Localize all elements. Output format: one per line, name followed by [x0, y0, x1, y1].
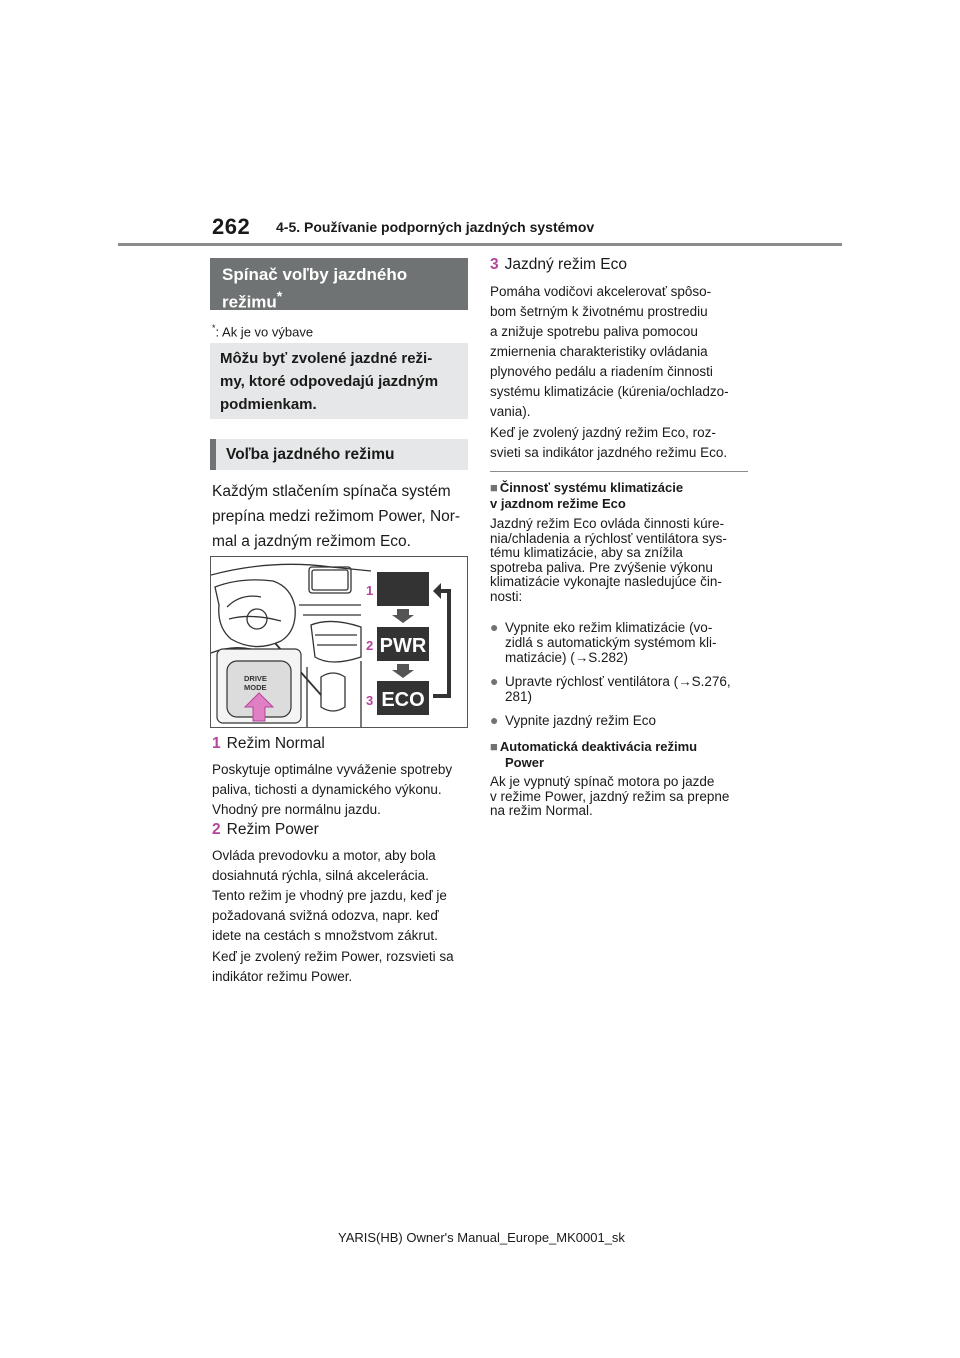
- lead-line: prepína medzi režimom Power, Nor-: [212, 508, 461, 525]
- text-line: zidlá s automatickým systémom kli-: [505, 635, 717, 650]
- callout-1: 1: [366, 583, 374, 598]
- section-divider: [490, 471, 748, 472]
- text-line: Keď je zvolený režim Power, rozsvieti sa: [212, 949, 454, 964]
- climate-body: [490, 517, 748, 604]
- text-line: Tento režim je vhodný pre jazdu, keď je: [212, 888, 447, 903]
- climate-heading: [490, 480, 748, 512]
- item-power-body: [212, 846, 470, 946]
- text-line: Jazdný režim Eco ovláda činnosti kúre-: [490, 516, 725, 531]
- normal-mode-box: [377, 572, 429, 606]
- arrow-down-icon: [392, 609, 414, 623]
- section-heading-mode-selection: Voľba jazdného režimu: [210, 439, 468, 470]
- text-line: 281): [505, 689, 533, 704]
- pwr-label: PWR: [379, 635, 427, 657]
- bullet-dot-icon: ●: [490, 673, 499, 689]
- text-line: bom šetrným k životnému prostrediu: [490, 304, 708, 319]
- callout-2: 2: [366, 638, 374, 653]
- item-title: Jazdný režim Eco: [504, 256, 627, 273]
- header-rule: [118, 243, 842, 246]
- text-line: Vypnite jazdný režim Eco: [505, 713, 657, 728]
- heading-asterisk: *: [276, 289, 283, 305]
- item-number: 2: [212, 821, 221, 838]
- heading-text: Automatická deaktivácia režimu: [499, 739, 698, 754]
- cycle-arrow-icon: [433, 583, 451, 698]
- item-number: 1: [212, 735, 221, 752]
- eco-label: ECO: [381, 689, 425, 711]
- note-text: : Ak je vo výbave: [215, 324, 314, 340]
- square-bullet-icon: ■: [490, 480, 498, 495]
- item-normal-heading: [212, 735, 470, 753]
- text-line: nia/chladenia a rýchlosť ventilátora sys-: [490, 530, 727, 546]
- text-line: zmiernenia charakteristiky ovládania: [490, 344, 708, 359]
- auto-off-heading-line: [490, 739, 748, 755]
- bullet-dot-icon: ●: [490, 712, 499, 728]
- climate-heading-line: v jazdnom režime Eco: [490, 496, 626, 511]
- item-eco-heading: [490, 256, 748, 274]
- text-line: matizácie) (→S.282): [505, 650, 629, 665]
- text-line: Pomáha vodičovi akcelerovať spôso-: [490, 284, 712, 299]
- text-line: Ovláda prevodovku a motor, aby bola: [212, 848, 436, 863]
- text-line: na režim Normal.: [490, 803, 593, 818]
- auto-off-heading: [490, 739, 748, 771]
- intro-line: my, ktoré odpovedajú jazdným: [220, 373, 439, 390]
- text-line: Poskytuje optimálne vyváženie spotreby: [212, 762, 453, 777]
- page-number: 262: [212, 214, 251, 239]
- note-asterisk: *: [212, 323, 216, 333]
- text-line: indikátor režimu Power.: [212, 969, 353, 984]
- dashboard-drawing: [211, 557, 467, 727]
- availability-note: [212, 323, 313, 339]
- square-bullet-icon: ■: [490, 739, 498, 754]
- item-power-heading: [212, 821, 470, 839]
- item-number: 3: [490, 256, 499, 273]
- text-line: požadovaná svižná odozva, napr. keď: [212, 908, 439, 923]
- heading-text: Činnosť systému klimatizácie: [499, 480, 684, 495]
- item-title: Režim Power: [226, 821, 319, 838]
- lead-line: Každým stlačením spínača systém: [212, 483, 451, 500]
- callout-3: 3: [366, 693, 374, 708]
- auto-off-body: [490, 775, 748, 819]
- climate-bullet-3: [490, 713, 763, 728]
- text-line: Keď je zvolený jazdný režim Eco, roz-: [490, 425, 716, 440]
- lead-paragraph: [212, 479, 470, 554]
- text-line: nosti:: [490, 588, 523, 604]
- heading-line-2: [222, 286, 456, 314]
- heading-line-2-text: režimu: [222, 292, 277, 312]
- footer-document-id: YARIS(HB) Owner's Manual_Europe_MK0001_sk: [338, 1230, 625, 1245]
- mode-label: MODE: [244, 683, 267, 692]
- text-line: v režime Power, jazdný režim sa prepne: [490, 788, 730, 804]
- bullet-dot-icon: ●: [490, 619, 499, 635]
- climate-bullet-1: [490, 620, 763, 665]
- text-line: Vypnite eko režim klimatizácie (vo-: [505, 620, 713, 635]
- drive-mode-illustration: [210, 556, 468, 728]
- text-line: Ak je vypnutý spínač motora po jazde: [490, 774, 715, 789]
- intro-line: Môžu byť zvolené jazdné reži-: [220, 350, 433, 367]
- text-line: a znižuje spotrebu paliva pomocou: [490, 324, 698, 339]
- text-line: paliva, tichosti a dynamického výkonu.: [212, 782, 442, 797]
- heading-line-1: Spínač voľby jazdného: [222, 265, 408, 284]
- text-line: dosiahnutá rýchla, silná akcelerácia.: [212, 868, 429, 883]
- intro-line: podmienkam.: [220, 396, 317, 413]
- text-line: vania).: [490, 404, 531, 419]
- climate-bullet-2: [490, 674, 763, 704]
- text-line: Vhodný pre normálnu jazdu.: [212, 802, 381, 817]
- text-line: plynového pedálu a riadením činnosti: [490, 364, 713, 379]
- drive-label: DRIVE: [244, 674, 267, 683]
- intro-box: [210, 343, 468, 419]
- text-line: systému klimatizácie (kúrenia/ochladzo-: [490, 384, 729, 399]
- text-line: idete na cestách s množstvom zákrut.: [212, 928, 438, 943]
- text-line: spotreba paliva. Pre zvýšenie výkonu: [490, 559, 713, 575]
- text-line: svieti sa indikátor jazdného režimu Eco.: [490, 445, 728, 460]
- item-power-indicator: [212, 947, 470, 987]
- item-title: Režim Normal: [226, 735, 325, 752]
- text-line: klimatizácie vykonajte nasledujúce čin-: [490, 574, 722, 589]
- arrow-down-icon: [392, 664, 414, 678]
- climate-heading-line: [490, 480, 748, 496]
- item-eco-indicator: [490, 423, 748, 463]
- text-line: tému klimatizácie, aby sa znížila: [490, 545, 683, 560]
- auto-off-heading-line: Power: [505, 755, 545, 770]
- text-line: Upravte rýchlosť ventilátora (→S.276,: [505, 674, 731, 689]
- item-normal-body: [212, 760, 470, 820]
- lead-line: mal a jazdným režimom Eco.: [212, 533, 411, 550]
- item-eco-body: [490, 282, 748, 422]
- chapter-title: 4-5. Používanie podporných jazdných systémov: [276, 219, 595, 235]
- section-heading-drive-mode-switch: [210, 258, 468, 310]
